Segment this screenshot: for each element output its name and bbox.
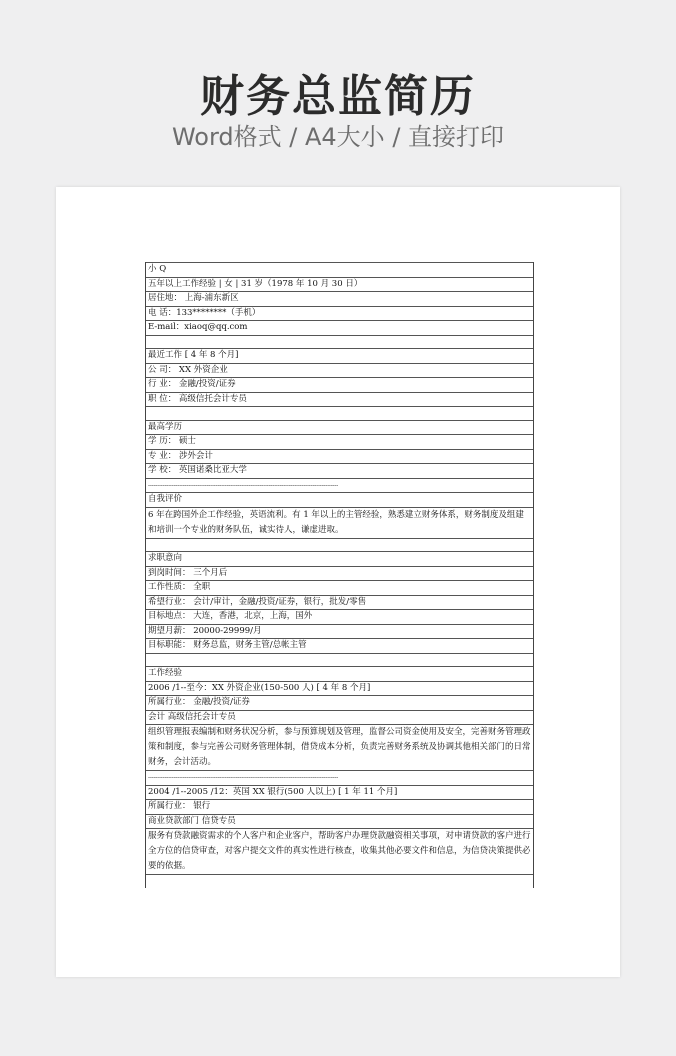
resume-row: 目标职能： 财务总监，财务主管/总帐主管 (146, 638, 533, 653)
separator-row: -------------------------------------------------------------------------------------------------------- (146, 770, 533, 785)
resume-row: 2004 /1--2005 /12：英国 XX 银行(500 人以上) [ 1 年 11 个月] (146, 785, 533, 800)
page-title: 财务总监简历 (200, 71, 476, 122)
resume-row: 所属行业： 银行 (146, 799, 533, 814)
blank-row (146, 335, 533, 349)
document-page (56, 187, 620, 977)
resume-row: 行 业： 金融/投资/证券 (146, 377, 533, 392)
resume-row: 所属行业： 金融/投资/证券 (146, 695, 533, 710)
page-subtitle: Word格式 / A4大小 / 直接打印 (171, 123, 505, 151)
resume-row: 学 校： 英国诺桑比亚大学 (146, 463, 533, 478)
resume-table (145, 262, 534, 888)
resume-row: 自我评价 (146, 492, 533, 507)
resume-row: 2006 /1--至今：XX 外资企业(150-500 人) [ 4 年 8 个月] (146, 681, 533, 696)
blank-row (146, 406, 533, 420)
resume-row: 最近工作 [ 4 年 8 个月] (146, 348, 533, 363)
resume-row: 公 司： XX 外资企业 (146, 363, 533, 378)
blank-row (146, 874, 533, 888)
resume-row: 职 位： 高级信托会计专员 (146, 392, 533, 407)
resume-row: 工作性质： 全职 (146, 580, 533, 595)
resume-row: 6 年在跨国外企工作经验，英语流利。有 1 年以上的主管经验，熟悉建立财务体系，财务制度及组建和培训一个专业的财务队伍，诚实待人，谦虚进取。 (146, 507, 533, 538)
resume-row: 组织管理报表编制和财务状况分析，参与预算规划及管理，监督公司资金使用及安全，完善财务管理政策和制度，参与完善公司财务管理体制，借贷成本分析，负责完善财务系统及协调其他相关部门的日常财务，会计活动。 (146, 724, 533, 770)
resume-row: 工作经验 (146, 666, 533, 681)
resume-row: 希望行业： 会计/审计，金融/投资/证券，银行，批发/零售 (146, 595, 533, 610)
resume-row: 五年以上工作经验 | 女 | 31 岁（1978 年 10 月 30 日） (146, 277, 533, 292)
resume-row: 小 Q (146, 262, 533, 277)
resume-row: 期望月薪： 20000-29999/月 (146, 624, 533, 639)
resume-row: 商业贷款部门 信贷专员 (146, 814, 533, 829)
blank-row (146, 538, 533, 552)
resume-row: 会计 高级信托会计专员 (146, 710, 533, 725)
resume-row: 专 业： 涉外会计 (146, 449, 533, 464)
resume-row: 到岗时间： 三个月后 (146, 566, 533, 581)
resume-row: 电 话：133********（手机） (146, 306, 533, 321)
separator-row: -------------------------------------------------------------------------------------------------------- (146, 478, 533, 493)
resume-row: 学 历： 硕士 (146, 434, 533, 449)
blank-row (146, 653, 533, 667)
resume-row: 服务有贷款融资需求的个人客户和企业客户，帮助客户办理贷款融资相关事项，对申请贷款的客户进行全方位的信贷审查，对客户提交文件的真实性进行核查，收集其他必要文件和信息，为信贷决策提供必要的依据。 (146, 828, 533, 874)
resume-row: 最高学历 (146, 420, 533, 435)
resume-row: E-mail：xiaoq@qq.com (146, 320, 533, 335)
resume-row: 居住地： 上海-浦东新区 (146, 291, 533, 306)
resume-row: 目标地点： 大连，香港，北京，上海，国外 (146, 609, 533, 624)
resume-row: 求职意向 (146, 551, 533, 566)
